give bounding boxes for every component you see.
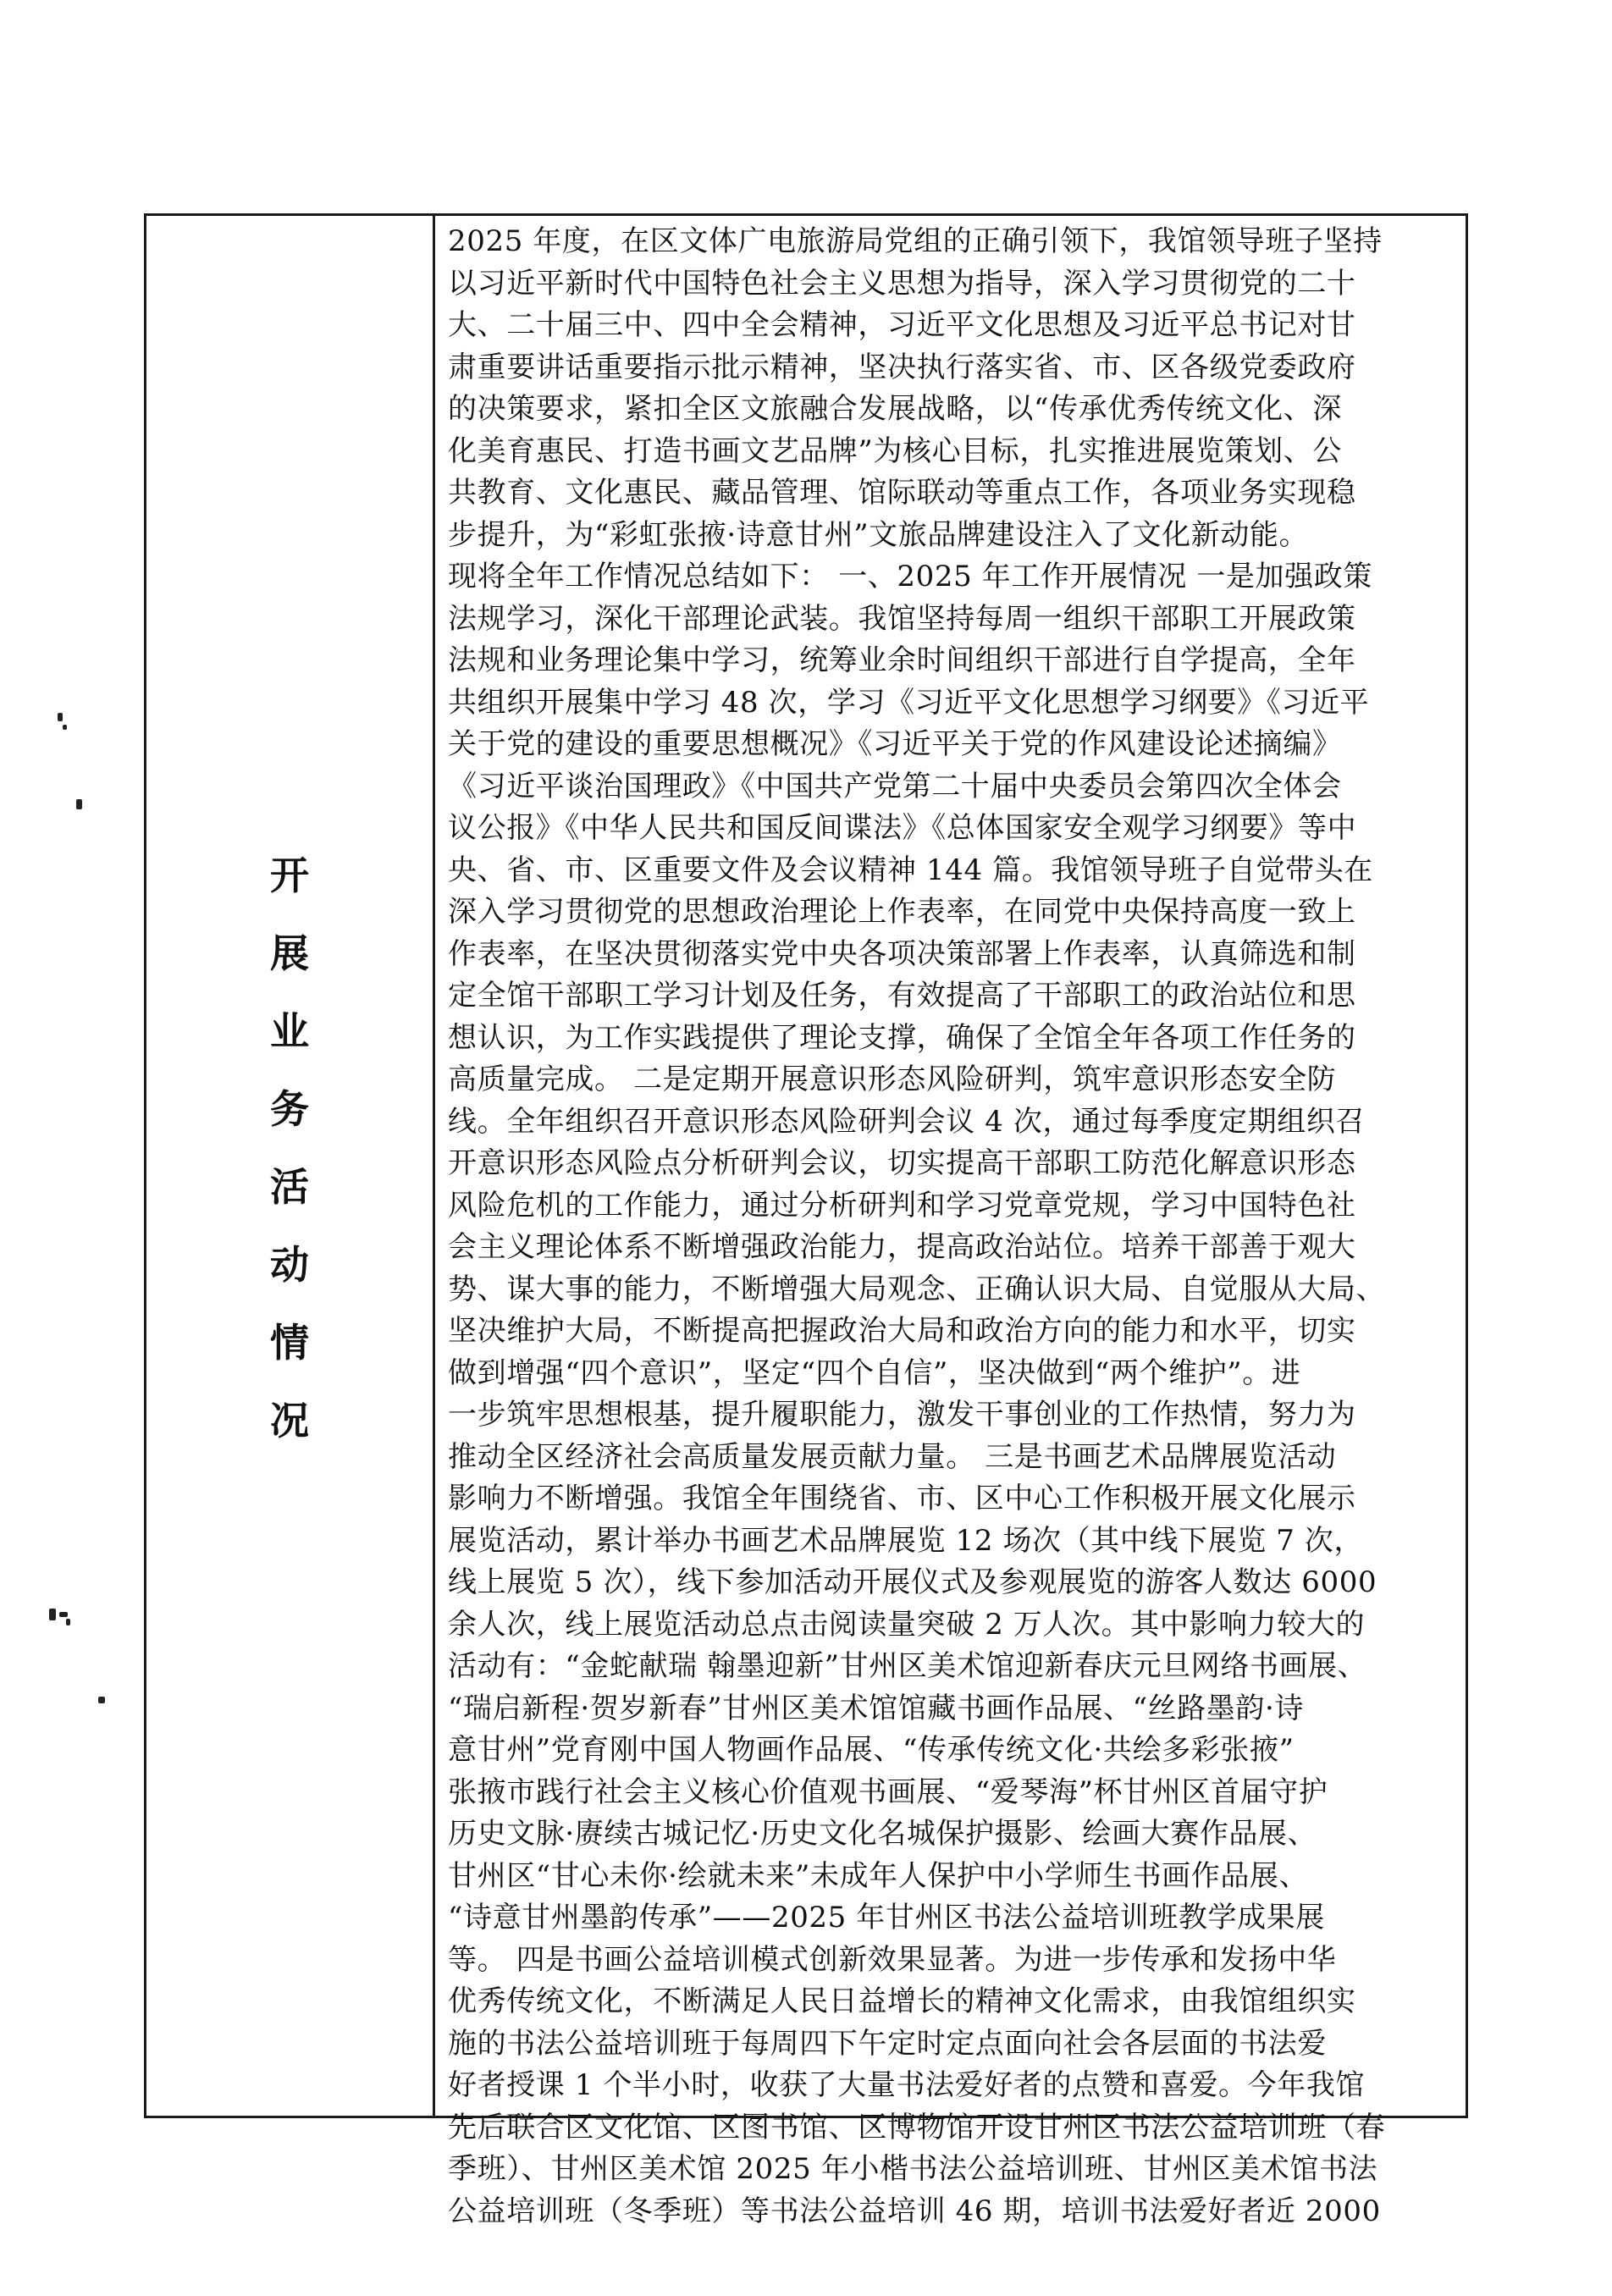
text-line: 坚决维护大局，不断提高把握政治大局和政治方向的能力和水平，切实 [448, 1314, 1356, 1348]
scan-mark [76, 799, 82, 809]
text-line: 公益培训班（冬季班）等书法公益培训 46 期，培训书法爱好者近 2000 [448, 2194, 1381, 2228]
text-line: 定全馆干部职工学习计划及任务，有效提高了干部职工的政治站位和思 [448, 979, 1356, 1013]
scan-mark [49, 1609, 56, 1620]
section-label-char: 务 [270, 1086, 309, 1132]
text-line: 活动有：“金蛇献瑞 翰墨迎新”甘州区美术馆迎新春庆元旦网络书画展、 [448, 1649, 1367, 1683]
text-line: 线。全年组织召开意识形态风险研判会议 4 次，通过每季度定期组织召 [448, 1104, 1366, 1139]
text-line: 步提升，为“彩虹张掖·诗意甘州”文旅品牌建设注入了文化新动能。 [448, 517, 1309, 552]
section-label-char: 况 [270, 1398, 309, 1443]
section-label-char: 情 [270, 1320, 309, 1366]
text-line: 季班）、甘州区美术馆 2025 年小楷书法公益培训班、甘州区美术馆书法 [448, 2152, 1378, 2186]
text-line: 高质量完成。 二是定期开展意识形态风险研判，筑牢意识形态安全防 [448, 1062, 1337, 1096]
text-line: 影响力不断增强。我馆全年围绕省、市、区中心工作积极开展文化展示 [448, 1482, 1356, 1515]
text-line: 一步筑牢思想根基，提升履职能力，激发干事创业的工作热情，努力为 [448, 1398, 1356, 1432]
text-line: 的决策要求，紧扣全区文旅融合发展战略，以“传承优秀传统文化、深 [448, 392, 1342, 426]
scan-mark [66, 1619, 70, 1625]
text-line: 现将全年工作情况总结如下： 一、2025 年工作开展情况 一是加强政策 [448, 560, 1372, 593]
text-line: “诗意甘州墨韵传承”——2025 年甘州区书法公益培训班教学成果展 [448, 1901, 1325, 1934]
scan-mark [63, 725, 67, 730]
text-line: 展览活动，累计举办书画艺术品牌展览 12 场次（其中线下展览 7 次， [448, 1523, 1364, 1558]
text-line: 会主义理论体系不断增强政治能力，提高政治站位。培养干部善于观大 [448, 1230, 1356, 1264]
text-line: 肃重要讲话重要指示批示精神，坚决执行落实省、市、区各级党委政府 [448, 350, 1356, 384]
text-line: 线上展览 5 次），线下参加活动开展仪式及参观展览的游客人数达 6000 [448, 1565, 1377, 1599]
text-line: 化美育惠民、打造书画文艺品牌”为核心目标，扎实推进展览策划、公 [448, 433, 1342, 468]
section-label-char: 活 [270, 1164, 309, 1210]
text-line: 共教育、文化惠民、藏品管理、馆际联动等重点工作，各项业务实现稳 [448, 476, 1356, 510]
section-label-char: 开 [270, 853, 309, 898]
text-line: 张掖市践行社会主义核心价值观书画展、“爱琴海”杯甘州区首届守护 [448, 1774, 1328, 1809]
section-label-cell [146, 216, 433, 2116]
text-line: 历史文脉·赓续古城记忆·历史文化名城保护摄影、绘画大赛作品展、 [448, 1817, 1317, 1851]
document-table [144, 213, 1468, 2228]
text-line: 势、谋大事的能力，不断增强大局观念、正确认识大局、自觉服从大局、 [448, 1272, 1386, 1306]
text-line: 法规学习，深化干部理论武装。我馆坚持每周一组织干部职工开展政策 [448, 601, 1356, 636]
section-label-char: 展 [270, 930, 309, 976]
text-line: 深入学习贯彻党的思想政治理论上作表率，在同党中央保持高度一致上 [448, 895, 1356, 929]
text-line: 余人次，线上展览活动总点击阅读量突破 2 万人次。其中影响力较大的 [448, 1607, 1366, 1642]
text-line: 议公报》《中华人民共和国反间谍法》《总体国家安全观学习纲要》等中 [448, 811, 1357, 845]
text-line: 《习近平谈治国理政》《中国共产党第二十届中央委员会第四次全体会 [448, 769, 1342, 803]
text-line: 好者授课 1 个半小时，收获了大量书法爱好者的点赞和喜爱。今年我馆 [448, 2068, 1366, 2102]
text-line: 法规和业务理论集中学习，统筹业余时间组织干部进行自学提高，全年 [448, 643, 1356, 677]
scan-mark [98, 1697, 105, 1703]
text-line: “瑞启新程·贺岁新春”甘州区美术馆馆藏书画作品展、“丝路墨韵·诗 [448, 1691, 1304, 1725]
text-line: 大、二十届三中、四中全会精神，习近平文化思想及习近平总书记对甘 [448, 308, 1356, 342]
text-line: 风险危机的工作能力，通过分析研判和学习党章党规，学习中国特色社 [448, 1188, 1356, 1223]
text-line: 推动全区经济社会高质量发展贡献力量。 三是书画艺术品牌展览活动 [448, 1439, 1337, 1474]
text-line: 意甘州”党育刚中国人物画作品展、“传承传统文化·共绘多彩张掖” [448, 1733, 1295, 1767]
scan-mark [59, 1612, 68, 1617]
scan-mark [58, 713, 63, 721]
text-line: 做到增强“四个意识”，坚定“四个自信”，坚决做到“两个维护”。进 [448, 1355, 1301, 1390]
text-line: 施的书法公益培训班于每周四下午定时定点面向社会各层面的书法爱 [448, 2026, 1327, 2061]
text-line: 优秀传统文化，不断满足人民日益增长的精神文化需求，由我馆组织实 [448, 1984, 1356, 2018]
text-line: 以习近平新时代中国特色社会主义思想为指导，深入学习贯彻党的二十 [448, 266, 1356, 301]
text-line: 开意识形态风险点分析研判会议，切实提高干部职工防范化解意识形态 [448, 1146, 1356, 1180]
text-line: 等。 四是书画公益培训模式创新效果显著。为进一步传承和发扬中华 [448, 1942, 1337, 1977]
section-label-char: 业 [270, 1008, 309, 1054]
text-line: 共组织开展集中学习 48 次，学习《习近平文化思想学习纲要》《习近平 [448, 685, 1370, 720]
text-line: 2025 年度，在区文体广电旅游局党组的正确引领下，我馆领导班子坚持 [448, 224, 1383, 258]
section-label-char: 动 [270, 1242, 309, 1288]
text-line: 作表率，在坚决贯彻落实党中央各项决策部署上作表率，认真筛选和制 [448, 936, 1356, 971]
text-line: 先后联合区文化馆、区图书馆、区博物馆开设甘州区书法公益培训班（春 [448, 2110, 1386, 2144]
column-divider [433, 216, 435, 2116]
text-line: 关于党的建设的重要思想概况》《习近平关于党的作风建设论述摘编》 [448, 727, 1342, 761]
content-cell [448, 221, 1454, 2233]
text-line: 甘州区“甘心未你·绘就未来”未成年人保护中小学师生书画作品展、 [448, 1858, 1309, 1893]
text-line: 想认识，为工作实践提供了理论支撑，确保了全馆全年各项工作任务的 [448, 1020, 1356, 1055]
text-line: 央、省、市、区重要文件及会议精神 144 篇。我馆领导班子自觉带头在 [448, 853, 1373, 887]
